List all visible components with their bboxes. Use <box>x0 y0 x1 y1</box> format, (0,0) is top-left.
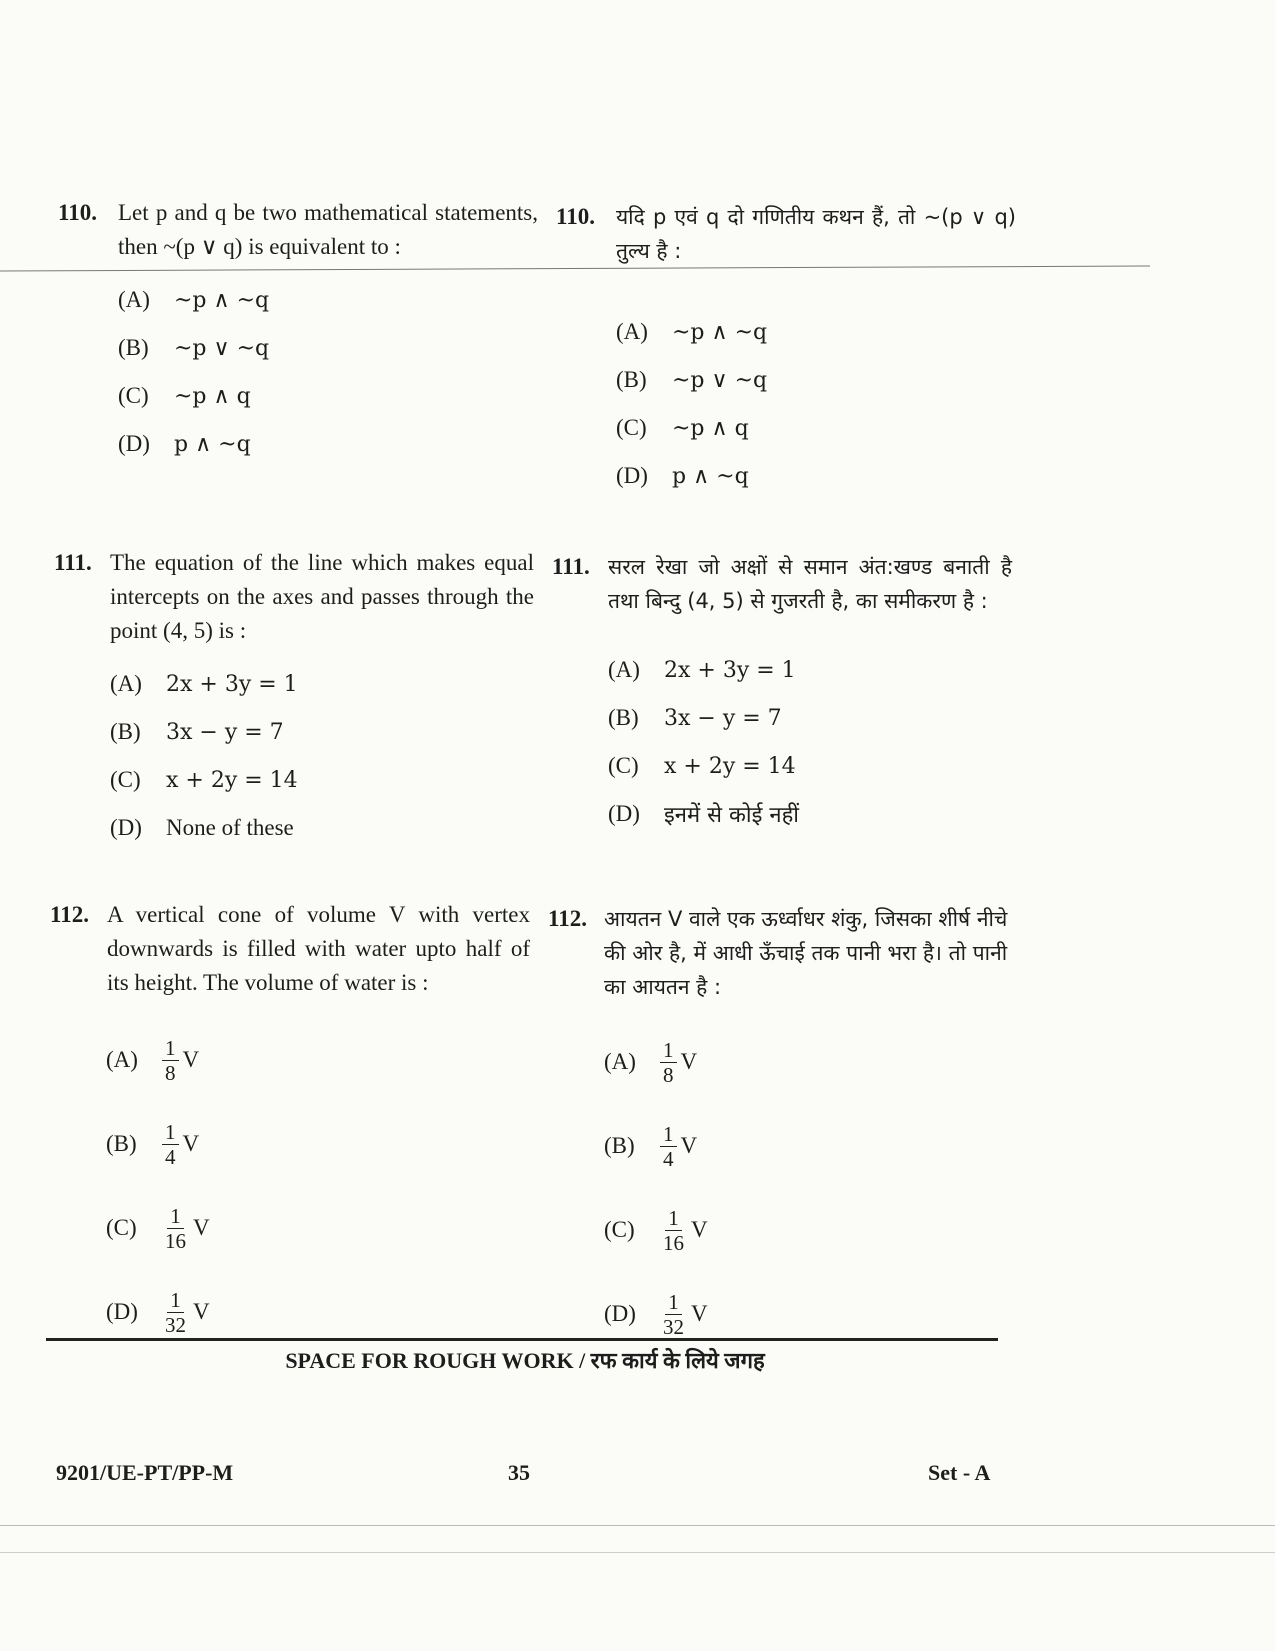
option-d: (D) p ∧ ~q <box>616 463 749 489</box>
question-number: 112. <box>50 902 89 927</box>
question-number: 111. <box>552 554 590 579</box>
question-text: यदि p एवं q दो गणितीय कथन हैं, तो ~(p ∨ q) तुल्य है : <box>616 205 1016 263</box>
question-number: 110. <box>556 204 595 229</box>
fraction: $\frac{1}{4}$ <box>660 1122 677 1171</box>
option-c: (C) x + 2y = 14 <box>110 767 298 793</box>
option-c: (C) ~p ∧ q <box>616 415 749 441</box>
option-a: (A) 2x + 3y = 1 <box>608 657 796 683</box>
question-text: सरल रेखा जो अक्षों से समान अंत:खण्ड बनाती है तथा बिन्दु (4, 5) से गुजरती है, का समीकरण है : <box>608 555 1012 613</box>
question-112-hindi <box>548 902 1013 1356</box>
fraction: $\frac{1}{4}$ <box>162 1120 179 1169</box>
page-number: 35 <box>508 1460 530 1485</box>
option-b: (B) ~p ∨ ~q <box>616 367 768 393</box>
set-label: Set - A <box>928 1460 991 1485</box>
question-text: Let p and q be two mathematical statements, then ~(p ∨ q) is equivalent to : <box>118 200 538 259</box>
scan-artifact-bottom <box>0 1525 1275 1553</box>
question-number: 112. <box>548 906 587 931</box>
question-text: The equation of the line which makes equal intercepts on the axes and passes through the point (4, 5) is : <box>110 550 534 643</box>
question-text: आयतन V वाले एक ऊर्ध्वाधर शंकु, जिसका शीर्ष नीचे की ओर है, में आधी ऊँचाई तक पानी भरा है। तो पानी का आयतन है : <box>604 907 1008 999</box>
fraction: $\frac{1}{16}$ <box>165 1203 186 1253</box>
option-b: (B) 3x − y = 7 <box>608 705 782 731</box>
question-number: 110. <box>58 200 97 225</box>
fraction: $\frac{1}{32}$ <box>663 1289 684 1339</box>
option-d: (D) None of these <box>110 815 294 840</box>
option-c: (C) x + 2y = 14 <box>608 753 796 779</box>
option-d: (D) p ∧ ~q <box>118 431 251 457</box>
question-111-hindi <box>552 550 1012 838</box>
option-d: (D) $\frac{1}{32}$ V <box>106 1287 210 1337</box>
option-d: (D) $\frac{1}{32}$ V <box>604 1289 708 1339</box>
option-a: (A) $\frac{1}{8}$ V <box>604 1037 698 1087</box>
rough-work-divider <box>46 1338 998 1341</box>
option-a: (A) ~p ∧ ~q <box>616 319 768 345</box>
option-c: (C) ~p ∧ q <box>118 383 251 409</box>
option-d: (D) इनमें से कोई नहीं <box>608 801 800 828</box>
question-111-english <box>54 546 534 852</box>
option-b: (B) $\frac{1}{4}$ V <box>106 1119 200 1169</box>
question-number: 111. <box>54 550 92 575</box>
paper-code: 9201/UE-PT/PP-M <box>56 1460 234 1485</box>
option-b: (B) ~p ∨ ~q <box>118 335 270 361</box>
fraction: $\frac{1}{8}$ <box>162 1036 179 1085</box>
question-110-hindi <box>556 200 1016 500</box>
fraction: $\frac{1}{8}$ <box>660 1038 677 1087</box>
question-112-english <box>50 898 530 1354</box>
rough-work-label: SPACE FOR ROUGH WORK / रफ कार्य के लिये जगह <box>285 1348 765 1373</box>
option-c: (C) $\frac{1}{16}$ V <box>106 1203 210 1253</box>
option-a: (A) ~p ∧ ~q <box>118 287 270 313</box>
question-text: A vertical cone of volume V with vertex downwards is filled with water upto half of its height. The volume of water is : <box>107 902 530 995</box>
fraction: $\frac{1}{16}$ <box>663 1205 684 1255</box>
option-b: (B) $\frac{1}{4}$ V <box>604 1121 698 1171</box>
question-110-english <box>58 196 538 468</box>
fraction: $\frac{1}{32}$ <box>165 1287 186 1337</box>
option-a: (A) 2x + 3y = 1 <box>110 671 298 697</box>
option-b: (B) 3x − y = 7 <box>110 719 284 745</box>
option-c: (C) $\frac{1}{16}$ V <box>604 1205 708 1255</box>
option-a: (A) $\frac{1}{8}$ V <box>106 1035 200 1085</box>
